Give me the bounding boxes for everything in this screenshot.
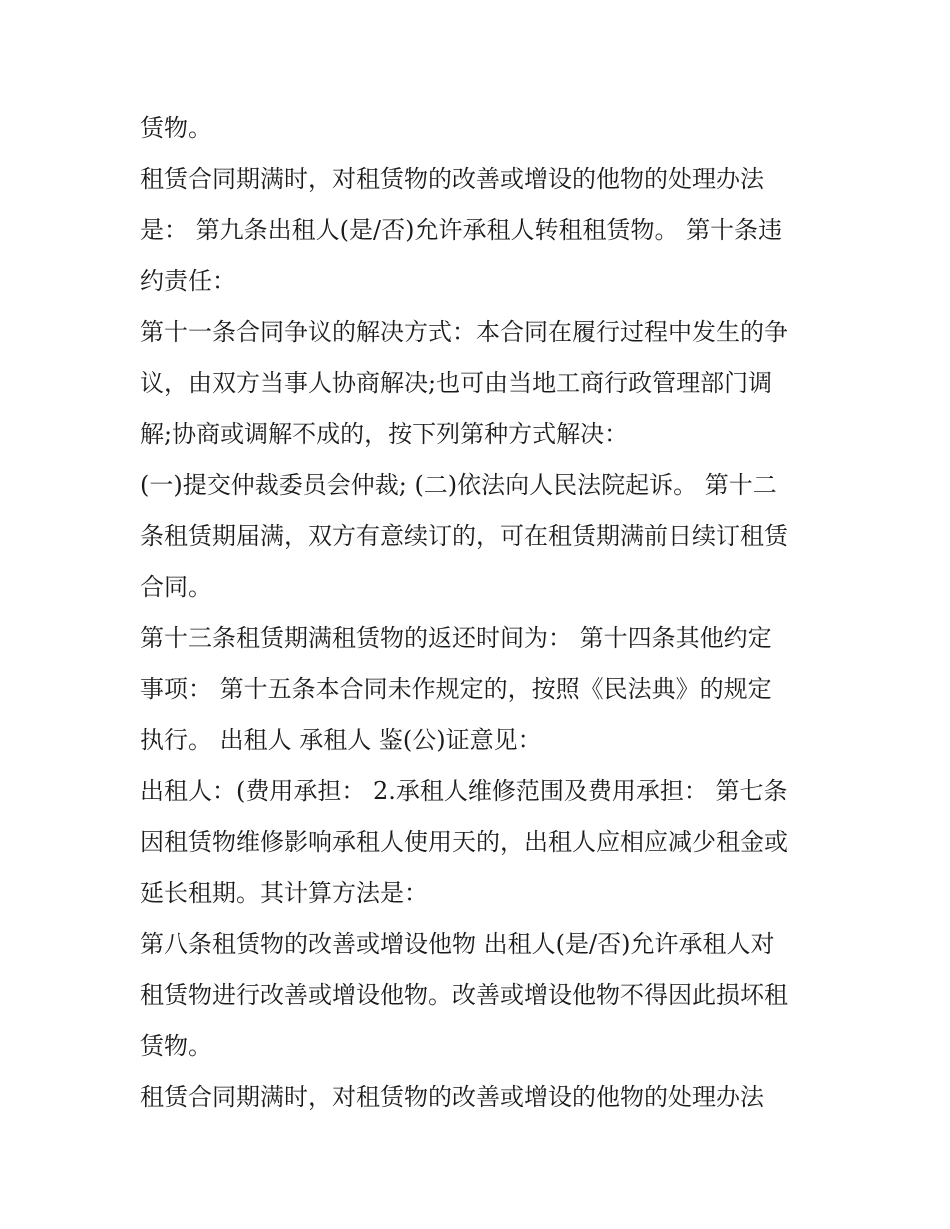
text-line: 因租赁物维修影响承租人使用天的，出租人应相应减少租金或 — [140, 828, 788, 856]
text-line: 第十三条租赁期满租赁物的返还时间为： 第十四条其他约定 — [140, 624, 772, 652]
text-line: 合同。 — [140, 573, 212, 601]
paragraph-1 — [140, 103, 820, 154]
text-line: 事项： 第十五条本合同未作规定的，按照《民法典》的规定 — [140, 675, 772, 703]
text-line: 租赁合同期满时，对租赁物的改善或增设的他物的处理办法 — [140, 1083, 764, 1111]
paragraph-3 — [140, 307, 820, 460]
document-page — [140, 103, 820, 1123]
text-line: 第八条租赁物的改善或增设他物 出租人(是/否)允许承租人对 — [140, 930, 775, 958]
text-line: 赁物。 — [140, 114, 212, 142]
paragraph-6 — [140, 766, 820, 919]
text-line: 第十一条合同争议的解决方式：本合同在履行过程中发生的争 — [140, 318, 788, 346]
text-line: 执行。 出租人 承租人 鉴(公)证意见： — [140, 726, 542, 754]
text-line: 条租赁期届满，双方有意续订的，可在租赁期满前日续订租赁 — [140, 522, 788, 550]
text-line: 延长租期。其计算方法是： — [140, 879, 428, 907]
text-line: 出租人：(费用承担： 2.承租人维修范围及费用承担： 第七条 — [140, 777, 788, 805]
paragraph-8 — [140, 1072, 820, 1123]
text-line: 租赁合同期满时，对租赁物的改善或增设的他物的处理办法 — [140, 165, 764, 193]
text-line: (一)提交仲裁委员会仲裁; (二)依法向人民法院起诉。 第十二 — [140, 471, 777, 499]
text-line: 赁物。 — [140, 1032, 212, 1060]
text-line: 租赁物进行改善或增设他物。改善或增设他物不得因此损坏租 — [140, 981, 788, 1009]
text-line: 议，由双方当事人协商解决;也可由当地工商行政管理部门调 — [140, 369, 773, 397]
paragraph-2 — [140, 154, 820, 307]
paragraph-7 — [140, 919, 820, 1072]
paragraph-5 — [140, 613, 820, 766]
text-line: 是： 第九条出租人(是/否)允许承租人转租租赁物。 第十条违 — [140, 216, 783, 244]
text-line: 解;协商或调解不成的，按下列第种方式解决： — [140, 420, 629, 448]
paragraph-4 — [140, 460, 820, 613]
text-line: 约责任： — [140, 267, 236, 295]
